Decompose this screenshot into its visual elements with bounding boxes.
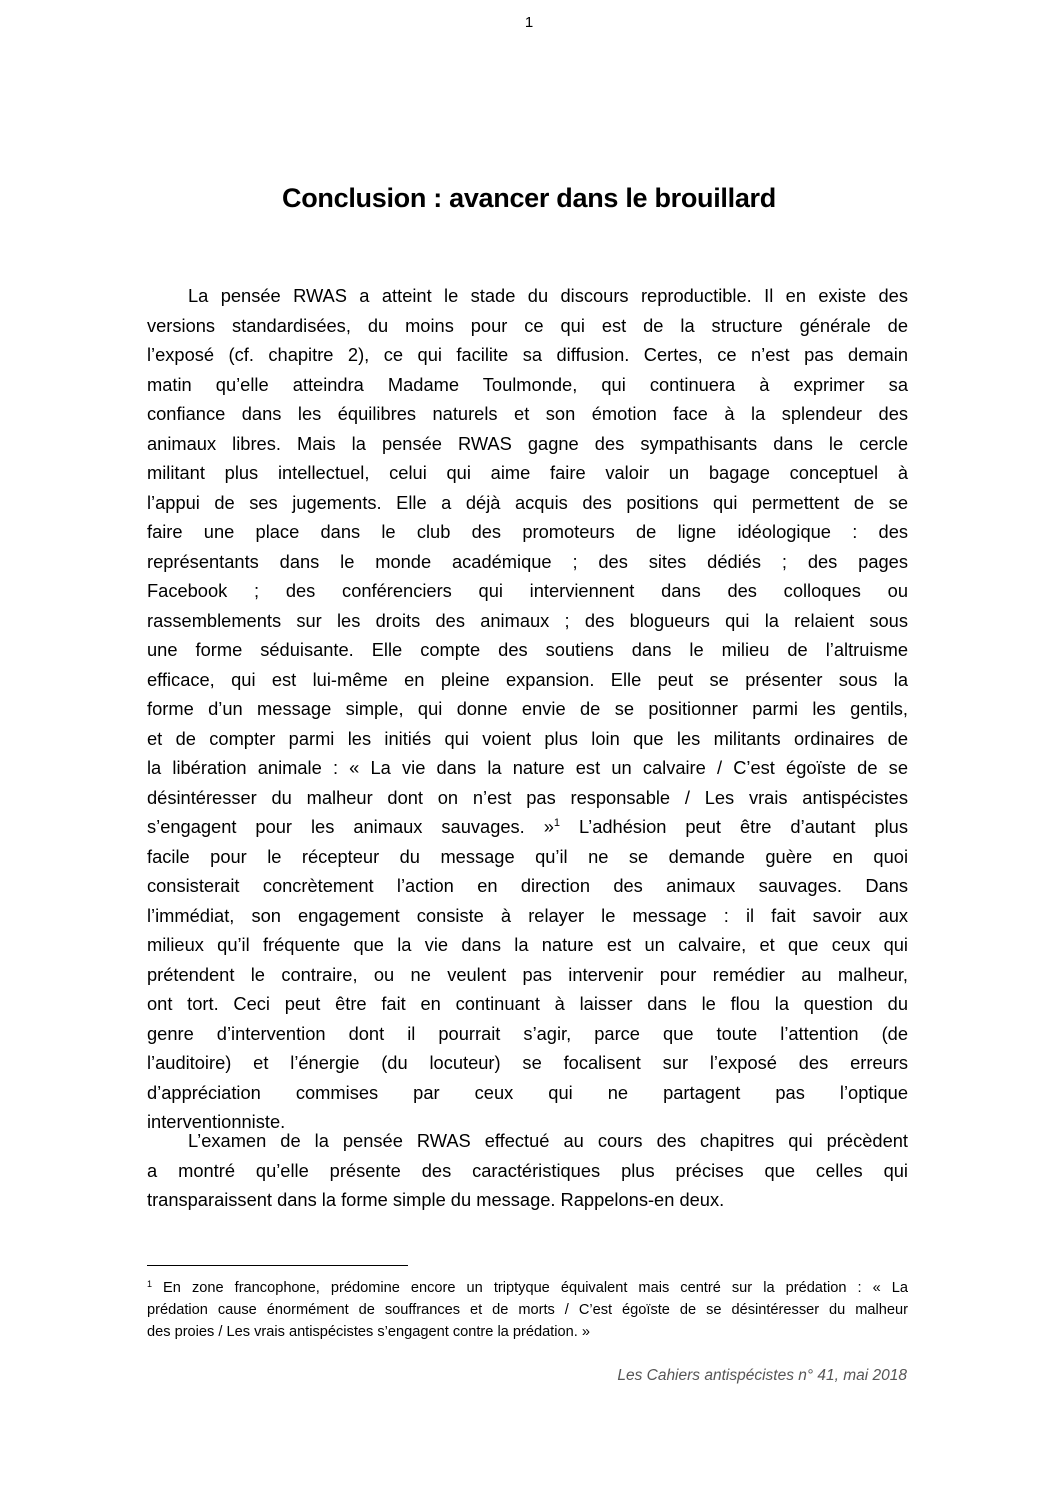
text-line: transparaissent dans la forme simple du message. Rappelons-en deux. bbox=[147, 1189, 725, 1210]
text-line: militant plus intellectuel, celui qui aime faire valoir un bagage conceptuel à bbox=[147, 462, 908, 483]
page-number: 1 bbox=[524, 14, 534, 31]
text-line: désintéresser du malheur dont on n’est pas responsable / Les vrais antispécistes bbox=[147, 786, 908, 808]
text-line: a montré qu’elle présente des caractéristiques plus précises que celles qui bbox=[147, 1159, 908, 1181]
footnote-text: En zone francophone, prédomine encore un triptyque équivalent mais centré sur la prédation : « La bbox=[152, 1280, 908, 1296]
text-line: efficace, qui est lui-même en pleine expansion. Elle peut se présenter sous la bbox=[147, 668, 908, 690]
text-line: une forme séduisante. Elle compte des soutiens dans le milieu de l’altruisme bbox=[147, 639, 908, 660]
text-line: d’appréciation commises par ceux qui ne partagent pas l’optique bbox=[147, 1081, 908, 1103]
text-line: La pensée RWAS a atteint le stade du discours reproductible. Il en existe des bbox=[188, 285, 908, 306]
text-line: la libération animale : « La vie dans la nature est un calvaire / C’est égoïste de se bbox=[147, 757, 908, 778]
text-fragment: s’engagent pour les animaux sauvages. » bbox=[147, 816, 554, 837]
text-line: animaux libres. Mais la pensée RWAS gagne des sympathisants dans le cercle bbox=[147, 432, 908, 454]
text-line: représentants dans le monde académique ; des sites dédiés ; des pages bbox=[147, 550, 908, 572]
footnote-marker: 1 bbox=[147, 1279, 153, 1289]
paragraph-1 bbox=[147, 281, 908, 1137]
text-line: prétendent le contraire, ou ne veulent pas intervenir pour remédier au malheur, bbox=[147, 963, 908, 985]
text-line: confiance dans les équilibres naturels et son émotion face à la splendeur des bbox=[147, 403, 908, 424]
text-line: genre d’intervention dont il pourrait s’agir, parce que toute l’attention (de bbox=[147, 1022, 908, 1044]
text-line: forme d’un message simple, qui donne envie de se positionner parmi les gentils, bbox=[147, 698, 908, 719]
text-line: l’auditoire) et l’énergie (du locuteur) se focalisent sur l’exposé des erreurs bbox=[147, 1052, 908, 1073]
text-line: l’immédiat, son engagement consiste à relayer le message : il fait savoir aux bbox=[147, 904, 908, 926]
text-line: milieux qu’il fréquente que la vie dans la nature est un calvaire, et que ceux qui bbox=[147, 934, 908, 955]
footnote bbox=[147, 1277, 908, 1343]
footnote-reference[interactable]: 1 bbox=[553, 817, 561, 829]
text-line: consisterait concrètement l’action en direction des animaux sauvages. Dans bbox=[147, 875, 908, 896]
text-line: facile pour le récepteur du message qu’il ne se demande guère en quoi bbox=[147, 845, 908, 867]
text-line: matin qu’elle atteindra Madame Toulmonde, qui continuera à exprimer sa bbox=[147, 373, 908, 395]
text-line: et de compter parmi les initiés qui voient plus loin que les militants ordinaires de bbox=[147, 727, 908, 749]
text-line: l’exposé (cf. chapitre 2), ce qui facilite sa diffusion. Certes, ce n’est pas demain bbox=[147, 344, 908, 365]
footnote-line: des proies / Les vrais antispécistes s’engagent contre la prédation. » bbox=[147, 1324, 590, 1340]
text-line: rassemblements sur les droits des animaux ; des blogueurs qui la relaient sous bbox=[147, 609, 908, 631]
chapter-title: Conclusion : avancer dans le brouillard bbox=[282, 183, 776, 213]
text-line: interventionniste. bbox=[147, 1111, 286, 1132]
text-line-with-footnote bbox=[147, 812, 908, 842]
journal-footer: Les Cahiers antispécistes n° 41, mai 2018 bbox=[617, 1367, 907, 1384]
text-line: ont tort. Ceci peut être fait en continuant à laisser dans le flou la question du bbox=[147, 993, 908, 1014]
text-line: versions standardisées, du moins pour ce qui est de la structure générale de bbox=[147, 314, 908, 336]
text-line: L’examen de la pensée RWAS effectué au cours des chapitres qui précèdent bbox=[188, 1130, 908, 1151]
text-line: Facebook ; des conférenciers qui interviennent dans des colloques ou bbox=[147, 580, 908, 601]
footnote-line: prédation cause énormément de souffrances et de morts / C’est égoïste de se désintéresser du malheur bbox=[147, 1302, 908, 1318]
text-fragment: L’adhésion peut être d’autant plus bbox=[560, 816, 908, 837]
text-line: l’appui de ses jugements. Elle a déjà acquis des positions qui permettent de se bbox=[147, 491, 908, 513]
footnote-separator bbox=[147, 1265, 408, 1266]
footnote-line bbox=[147, 1277, 908, 1299]
text-line: faire une place dans le club des promoteurs de ligne idéologique : des bbox=[147, 521, 908, 542]
paragraph-2 bbox=[147, 1126, 908, 1215]
